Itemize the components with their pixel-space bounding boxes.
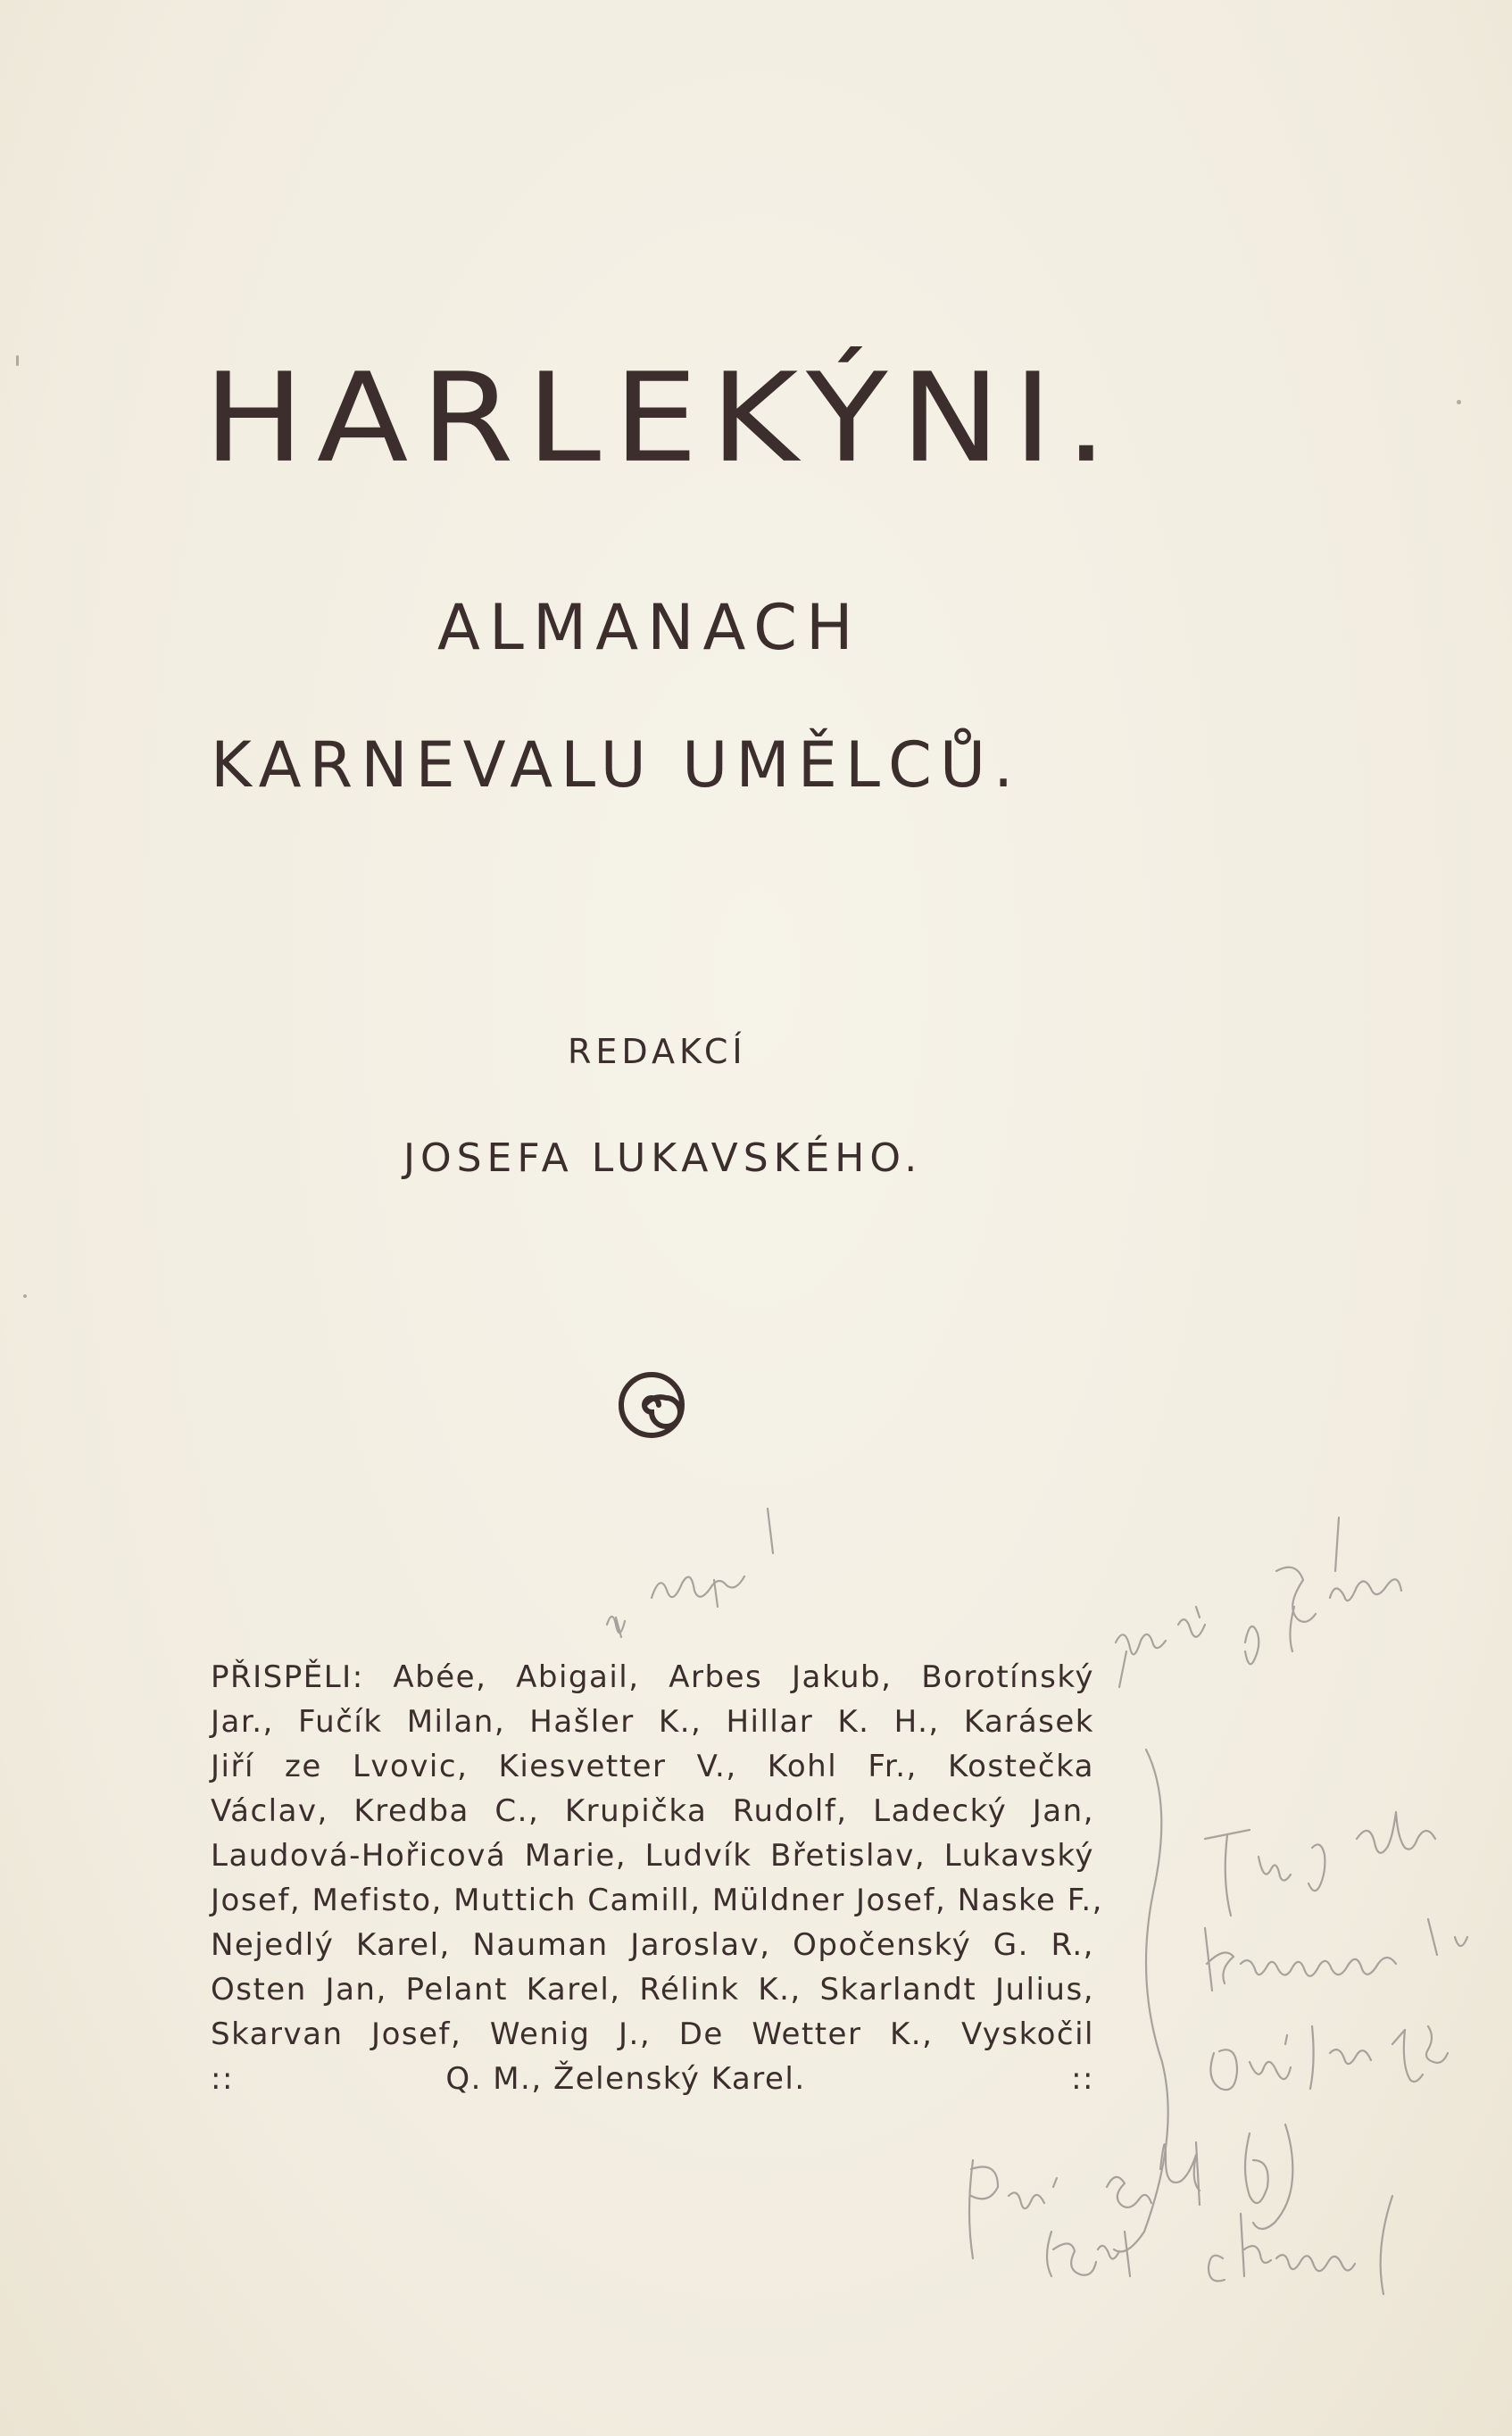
editor-name: JOSEFA LUKAVSKÉHO. xyxy=(403,1135,923,1181)
paper-speck xyxy=(16,355,19,366)
colon-ornament-left: :: xyxy=(211,2061,234,2097)
colon-ornament-right: :: xyxy=(1071,2061,1094,2097)
contributors-line: Josef, Mefisto, Muttich Camill, Müldner Josef, Naske F., xyxy=(211,1883,1103,1918)
contributors-line: Jiří ze Lvovic, Kiesvetter V., Kohl Fr., Kostečka xyxy=(211,1749,1094,1784)
editor-label: REDAKCÍ xyxy=(568,1032,747,1071)
contributors-line: PŘISPĚLI: Abée, Abigail, Arbes Jakub, Borotínský xyxy=(211,1659,1094,1695)
contributors-line: Osten Jan, Pelant Karel, Rélink K., Skarlandt Julius, xyxy=(211,1972,1094,2008)
subtitle-karneval: KARNEVALU UMĚLCŮ. xyxy=(211,728,1022,802)
spiral-ornament-icon xyxy=(616,1369,687,1441)
subtitle-almanach: ALMANACH xyxy=(437,591,862,664)
contributors-line: Laudová-Hořicová Marie, Ludvík Břetislav, Lukavský xyxy=(211,1838,1094,1874)
contributors-line: Skarvan Josef, Wenig J., De Wetter K., Vyskočil xyxy=(211,2016,1094,2052)
contributors-line: Nejedlý Karel, Nauman Jaroslav, Opočenský G. R., xyxy=(211,1927,1094,1963)
contributors-last-line xyxy=(211,2057,1094,2101)
contributors-line: Q. M., Želenský Karel. xyxy=(445,2061,806,2097)
paper-speck xyxy=(23,1294,27,1298)
paper-speck xyxy=(1457,400,1461,404)
book-title: HARLEKÝNI. xyxy=(204,346,1120,491)
contributors-line: Jar., Fučík Milan, Hašler K., Hillar K. H., Karásek xyxy=(211,1704,1094,1740)
contributors-block xyxy=(211,1655,1103,2101)
contributors-line: Václav, Kredba C., Krupička Rudolf, Ladecký Jan, xyxy=(211,1793,1094,1829)
